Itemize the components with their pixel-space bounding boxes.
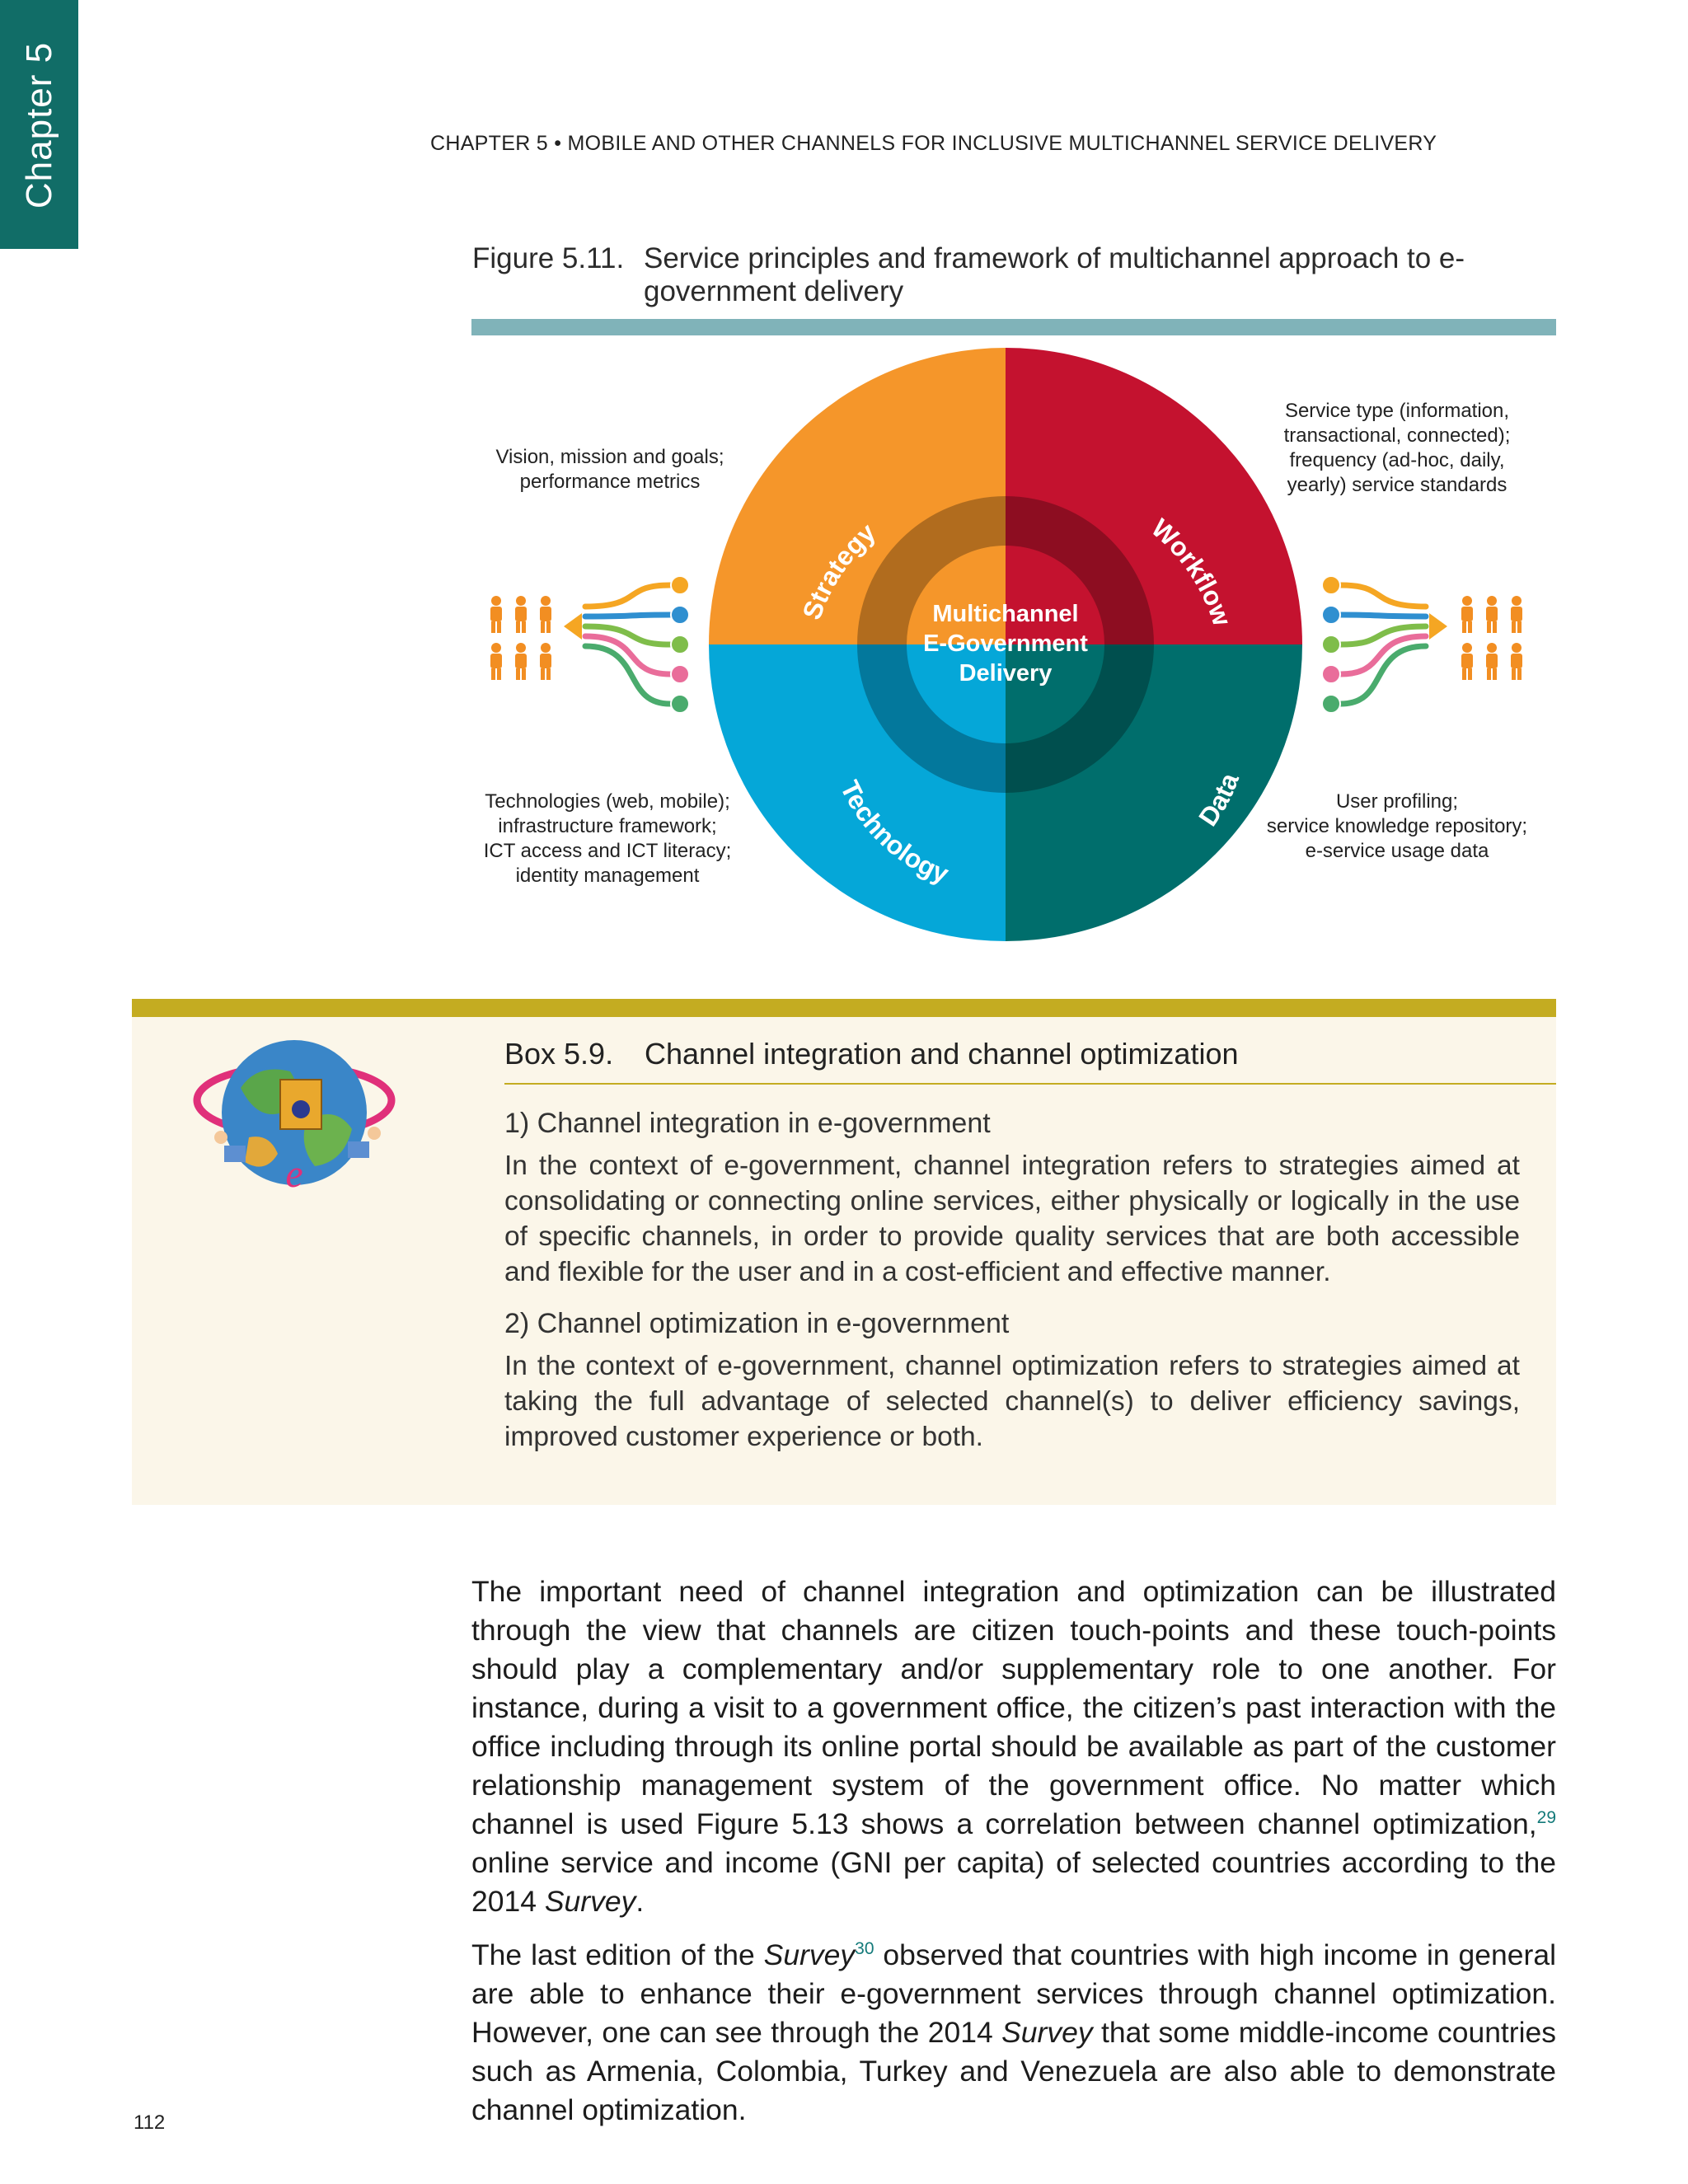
body-p2-part-c: that some middle-income countries such as Armenia, Colombia, Turkey and Venezuela are also able to demonstrate channel optimization.	[471, 2016, 1557, 2126]
channel-connector-left	[564, 576, 689, 713]
channel-line-mobile	[585, 585, 670, 607]
box-section-2-text: In the context of e-government, channel optimization refers to strategies aimed at taking the full advantage of selected channel(s) to deliver efficiency savings, improved customer experience or both.	[504, 1351, 1520, 1452]
globe-e-letter: e	[285, 1152, 303, 1196]
channel-arrow-head-right	[1429, 613, 1447, 640]
citizen-icon	[1511, 596, 1522, 633]
body-p1-part-a: The important need of channel integration and optimization can be illustrated through the view that channels are citizen touch-points and these touch-points should play a complementary and/or supplementary role to one another. For instance, during a visit to a government office, the citizen’s past interaction with the office including through its online portal should be available as part of the customer relationship management system of the government office. No matter which channel is used Figure 5.13 shows a correlation between channel optimization,	[471, 1575, 1556, 1840]
box-section-1-heading: 1) Channel integration in e-government	[504, 1108, 991, 1139]
channel-line-email	[1341, 615, 1426, 616]
body-p1-part-c: .	[635, 1885, 645, 1918]
page-number: 112	[134, 2111, 166, 2134]
note-technology: Technologies (web, mobile); infrastructure framework; ICT access and ICT literacy; identity management	[483, 790, 732, 887]
body-p1-survey: Survey	[544, 1885, 636, 1918]
body-paragraph-1	[471, 1572, 1556, 1921]
label-workflow: Workflow	[1146, 513, 1238, 630]
channel-wifi-icon	[671, 695, 689, 713]
citizen-icon	[515, 596, 527, 633]
citizen-icon	[1511, 643, 1522, 680]
label-technology: Technology	[834, 776, 954, 889]
channel-mobile-icon	[671, 576, 689, 594]
citizens-group-right	[1461, 596, 1522, 680]
body-text	[471, 1572, 1556, 2144]
channel-mobile-icon	[1322, 576, 1340, 594]
citizen-icon	[540, 596, 551, 633]
box-title	[504, 1037, 1239, 1071]
center-label-line1: Multichannel	[932, 601, 1079, 627]
channel-email-icon	[671, 606, 689, 624]
body-p2-part-b: observed that countries with high income in general are able to enhance their e-government services through channel optimization. However, one can see through the 2014	[471, 1938, 1556, 2049]
citizen-icon	[1486, 643, 1498, 680]
chapter-tab	[0, 0, 78, 249]
body-p1-part-b: online service and income (GNI per capita) of selected countries according to the 2014	[471, 1846, 1556, 1918]
body-p2-survey-2: Survey	[1001, 2016, 1093, 2049]
note-data: User profiling; service knowledge repository; e-service usage data	[1266, 790, 1528, 862]
center-label-line2: E-Government	[923, 630, 1088, 657]
box-section-2-heading: 2) Channel optimization in e-government	[504, 1308, 1010, 1339]
chapter-tab-label: Chapter 5	[19, 41, 59, 209]
running-head: CHAPTER 5 • MOBILE AND OTHER CHANNELS FOR INCLUSIVE MULTICHANNEL SERVICE DELIVERY	[430, 132, 1437, 155]
label-strategy: Strategy	[796, 517, 882, 624]
footnote-ref-30[interactable]: 30	[855, 1939, 874, 1959]
note-strategy: Vision, mission and goals; performance metrics	[495, 446, 724, 493]
figure-title: Service principles and framework of multichannel approach to e-government delivery	[644, 242, 1465, 307]
citizen-icon	[1461, 643, 1473, 680]
label-data: Data	[1193, 769, 1245, 832]
citizen-icon	[515, 643, 527, 680]
channel-person-icon	[671, 665, 689, 683]
box-section-1-text: In the context of e-government, channel integration refers to strategies aimed at consolidating or connecting online services, either physically or logically in the use of specific channels, in order to provide quality services that are both accessible and flexible for the user and in a cost-efficient and effective manner.	[504, 1151, 1520, 1287]
citizen-icon	[490, 643, 502, 680]
body-p2-part-a: The last edition of the	[471, 1938, 764, 1971]
channel-wifi-icon	[1322, 695, 1340, 713]
figure-number: Figure 5.11.	[472, 242, 625, 274]
e-government-globe-illustration	[191, 1022, 406, 1203]
box-content	[504, 1108, 1520, 1473]
citizen-icon	[540, 643, 551, 680]
footnote-ref-29[interactable]: 29	[1536, 1808, 1556, 1828]
citizen-icon	[1461, 596, 1473, 633]
citizens-group-left	[490, 596, 551, 680]
channel-arrow-head-left	[564, 613, 582, 640]
figure-rule	[471, 319, 1556, 335]
box-title-rule	[504, 1083, 1556, 1085]
citizen-icon	[1486, 596, 1498, 633]
center-label-line3: Delivery	[959, 660, 1053, 687]
box-number: Box 5.9.	[504, 1037, 614, 1071]
body-paragraph-2	[471, 1936, 1556, 2130]
channel-line-email	[585, 615, 670, 616]
channel-person-icon	[1322, 665, 1340, 683]
channel-line-mobile	[1341, 585, 1426, 607]
channel-web-icon	[671, 635, 689, 654]
citizen-icon	[490, 596, 502, 633]
channel-email-icon	[1322, 606, 1340, 624]
channel-connector-right	[1322, 576, 1447, 713]
box-top-rule	[132, 999, 1556, 1017]
channel-web-icon	[1322, 635, 1340, 654]
body-p2-survey: Survey	[763, 1938, 856, 1971]
note-workflow: Service type (information, transactional, connected); frequency (ad-hoc, daily, yearly) service standards	[1283, 400, 1511, 496]
box-title-text: Channel integration and channel optimization	[645, 1037, 1239, 1071]
